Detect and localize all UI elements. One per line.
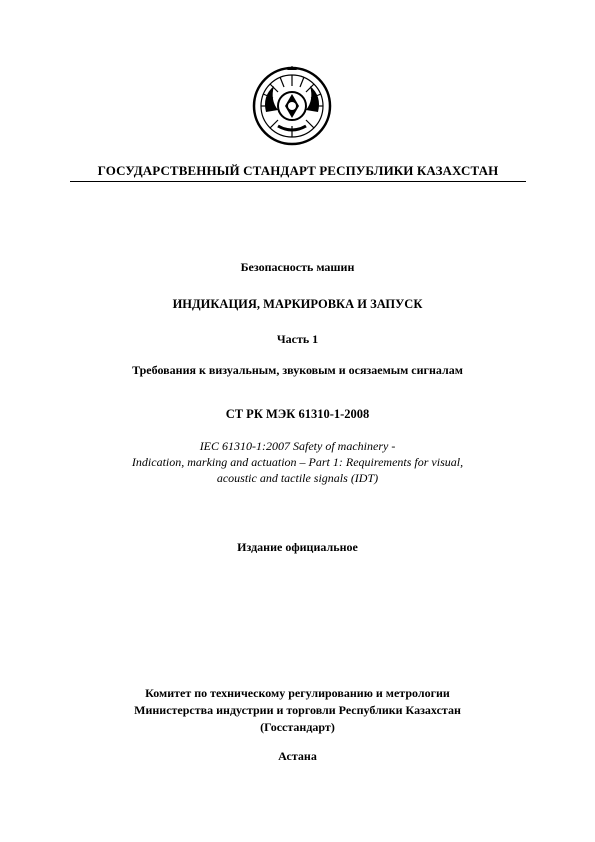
document-subtitle: Требования к визуальным, звуковым и осязаемым сигналам — [132, 363, 463, 377]
document-title: ИНДИКАЦИЯ, МАРКИРОВКА И ЗАПУСК — [172, 297, 423, 311]
publisher-block — [60, 685, 535, 736]
kazakhstan-state-emblem-icon — [252, 66, 332, 146]
document-part: Часть 1 — [276, 332, 319, 346]
publication-city: Астана — [278, 749, 317, 763]
iec-reference-line: IEC 61310-1:2007 Safety of machinery - — [199, 439, 396, 453]
standard-title: ГОСУДАРСТВЕННЫЙ СТАНДАРТ РЕСПУБЛИКИ КАЗАХСТАН — [97, 163, 499, 178]
iec-reference-line: acoustic and tactile signals (IDT) — [216, 471, 379, 485]
document-designation: СТ РК МЭК 61310-1-2008 — [225, 407, 370, 421]
document-subject: Безопасность машин — [240, 260, 355, 274]
publisher-line: Министерства индустрии и торговли Республики Казахстан — [134, 703, 461, 717]
edition-label: Издание официальное — [237, 540, 358, 554]
iec-reference-line: Indication, marking and actuation – Part 1: Requirements for visual, — [131, 455, 464, 469]
publisher-line: (Госстандарт) — [260, 720, 335, 734]
publisher-line: Комитет по техническому регулированию и метрологии — [145, 686, 450, 700]
title-divider — [70, 181, 526, 182]
iec-reference — [60, 438, 535, 486]
